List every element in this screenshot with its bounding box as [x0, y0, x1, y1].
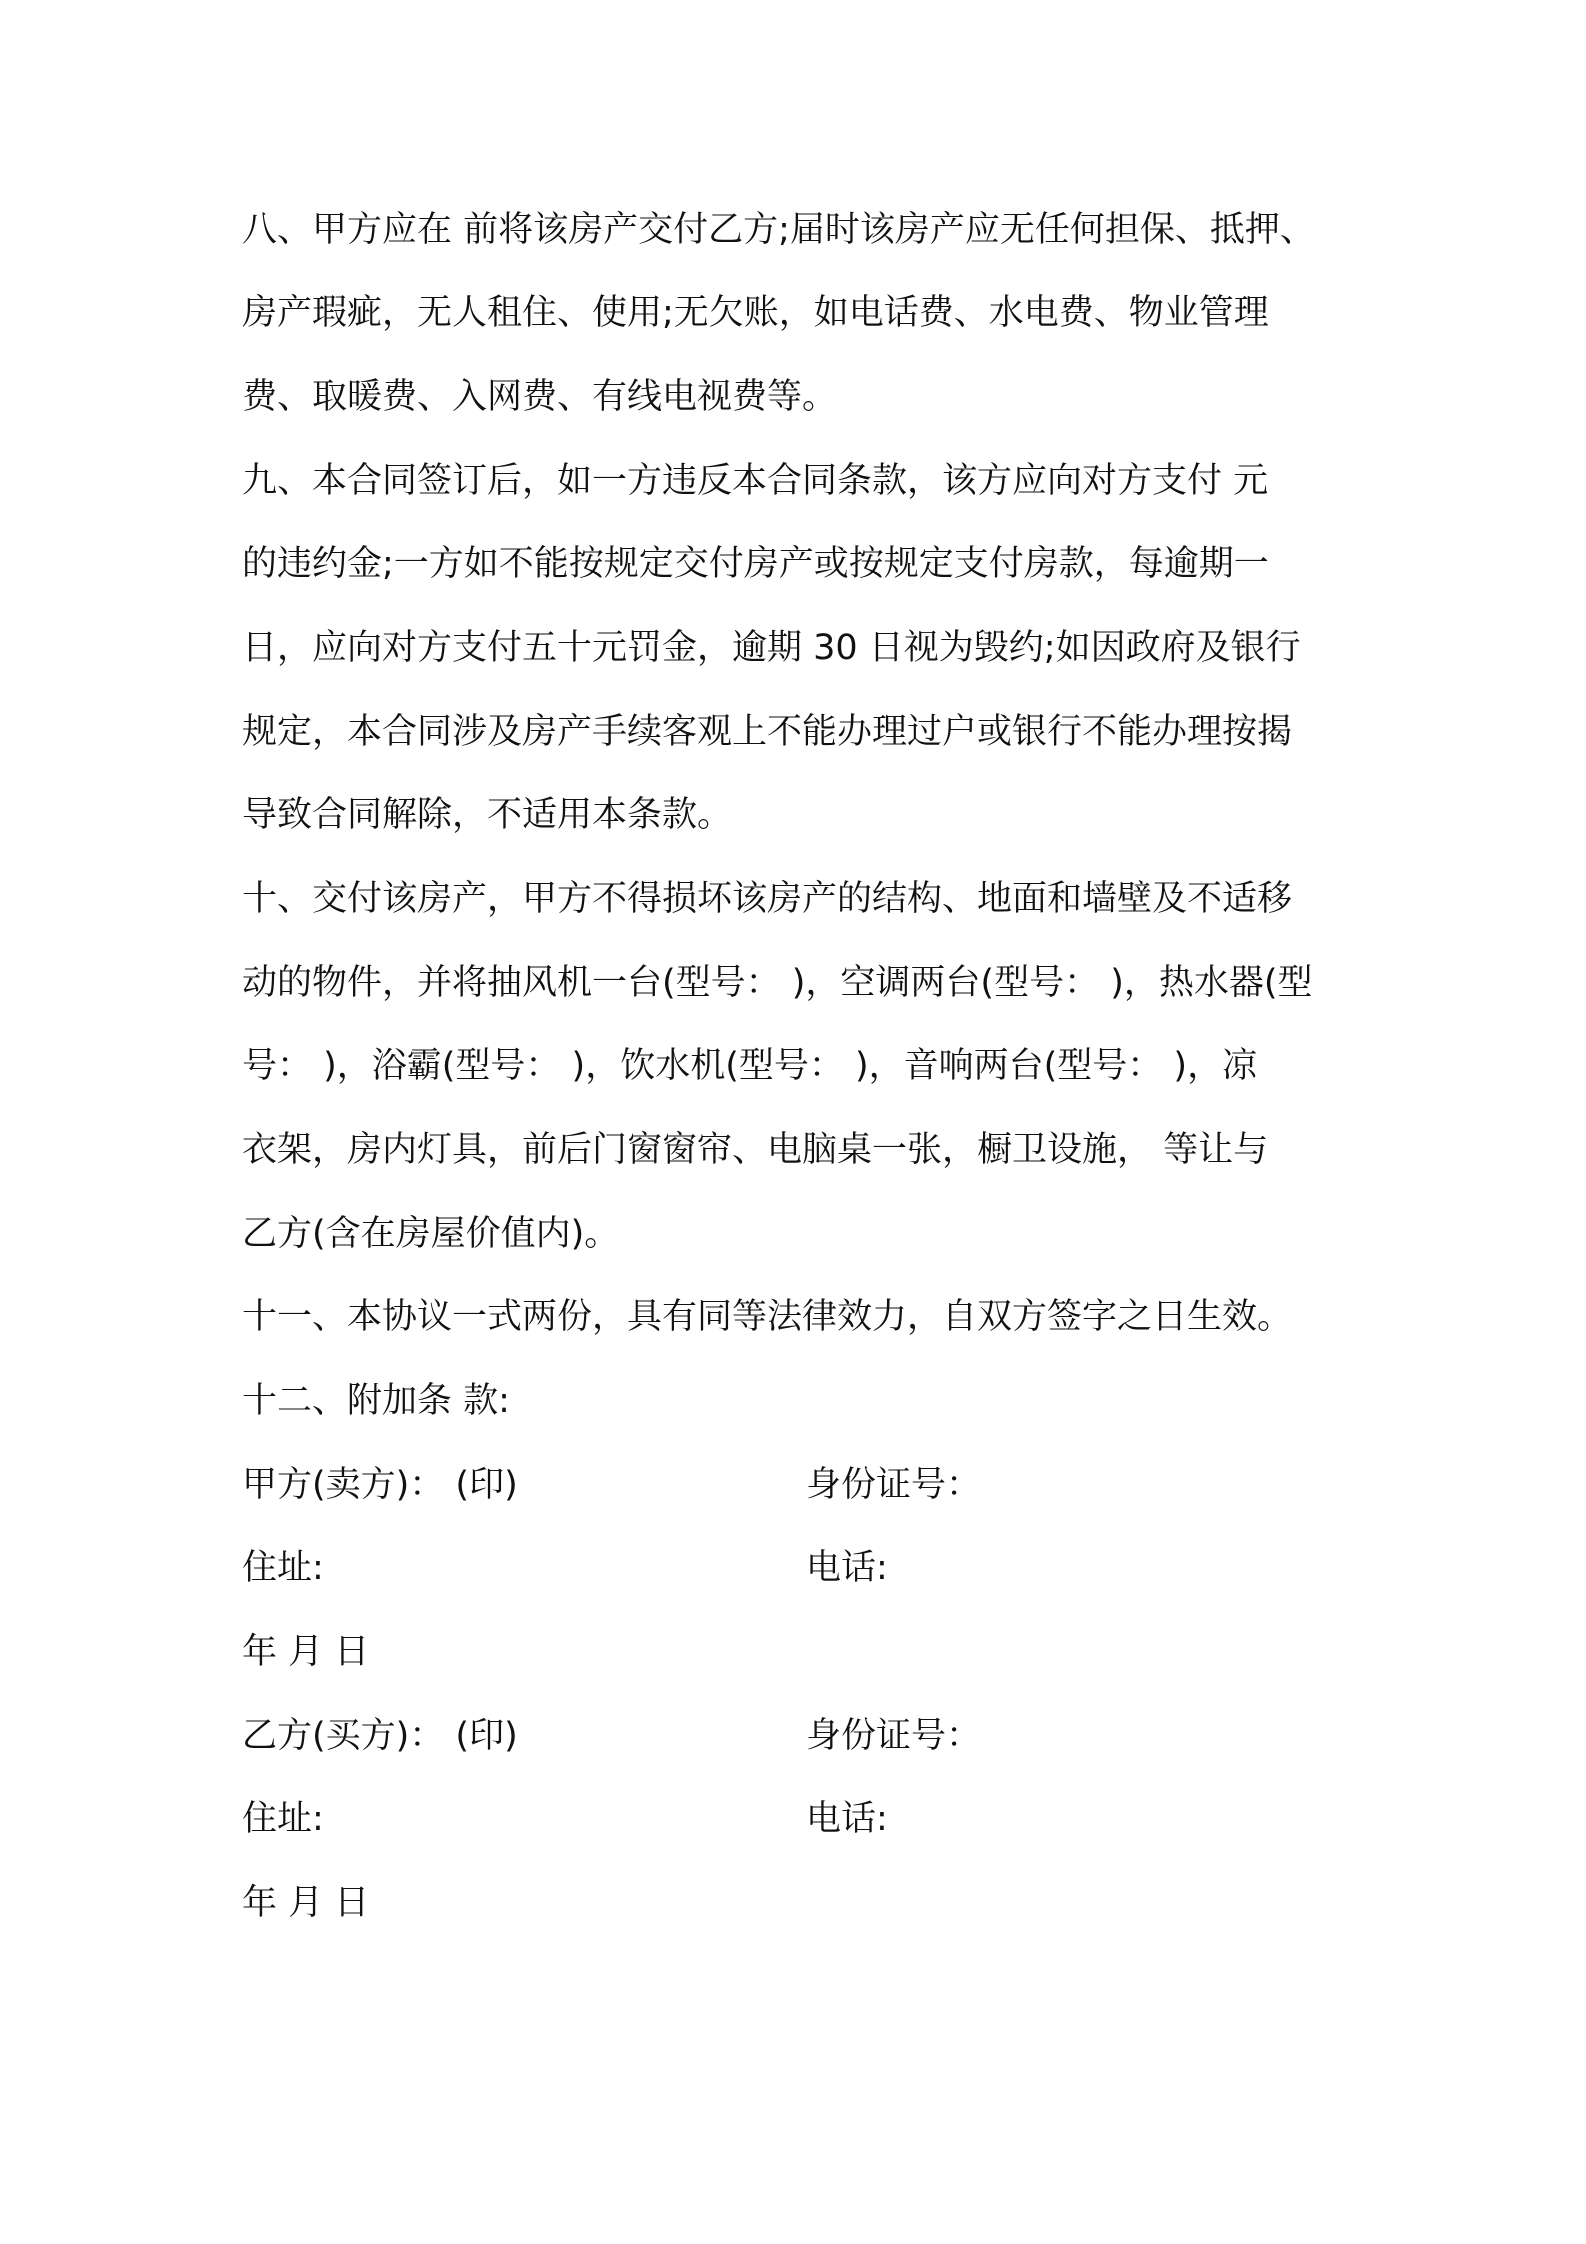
- clause-8-line-1: 八、甲方应在 前将该房产交付乙方;届时该房产应无任何担保、抵押、: [242, 210, 1315, 250]
- clause-10-line-4: 衣架，房内灯具，前后门窗窗帘、电脑桌一张，橱卫设施， 等让与: [242, 1130, 1269, 1170]
- party-b-id-label: 身份证号：: [806, 1716, 982, 1756]
- clause-10-line-3: 号： )，浴霸(型号： )，饮水机(型号： )，音响两台(型号： )，凉: [242, 1046, 1258, 1086]
- clause-8-line-3: 费、取暖费、入网费、有线电视费等。: [242, 377, 838, 417]
- clause-9-line-3: 日，应向对方支付五十元罚金，逾期 30 日视为毁约;如因政府及银行: [242, 628, 1301, 668]
- clause-10-line-5: 乙方(含在房屋价值内)。: [242, 1214, 620, 1254]
- clause-9-line-1: 九、本合同签订后，如一方违反本合同条款，该方应向对方支付 元: [242, 461, 1269, 501]
- clause-10-line-1: 十、交付该房产，甲方不得损坏该房产的结构、地面和墙壁及不适移: [242, 879, 1293, 919]
- party-a-role: 甲方(卖方)： (印): [242, 1465, 518, 1505]
- clause-9-line-5: 导致合同解除，不适用本条款。: [242, 795, 733, 835]
- party-b-date: 年 月 日: [242, 1883, 370, 1923]
- clause-10-line-2: 动的物件，并将抽风机一台(型号： )，空调两台(型号： )，热水器(型: [242, 963, 1313, 1003]
- clause-9-line-2: 的违约金;一方如不能按规定交付房产或按规定支付房款，每逾期一: [242, 544, 1269, 584]
- clause-8-line-2: 房产瑕疵，无人租住、使用;无欠账，如电话费、水电费、物业管理: [242, 293, 1269, 333]
- party-b-address-label: 住址:: [242, 1799, 324, 1839]
- party-a-phone-label: 电话:: [806, 1548, 888, 1588]
- clause-12-line-1: 十二、附加条 款:: [242, 1381, 510, 1421]
- clause-9-line-4: 规定，本合同涉及房产手续客观上不能办理过户或银行不能办理按揭: [242, 712, 1293, 752]
- party-b-role: 乙方(买方)： (印): [242, 1716, 518, 1756]
- party-a-date: 年 月 日: [242, 1632, 370, 1672]
- party-b-phone-label: 电话:: [806, 1799, 888, 1839]
- party-a-id-label: 身份证号：: [806, 1465, 982, 1505]
- clause-11-line-1: 十一、本协议一式两份，具有同等法律效力，自双方签字之日生效。: [242, 1297, 1293, 1337]
- party-a-address-label: 住址:: [242, 1548, 324, 1588]
